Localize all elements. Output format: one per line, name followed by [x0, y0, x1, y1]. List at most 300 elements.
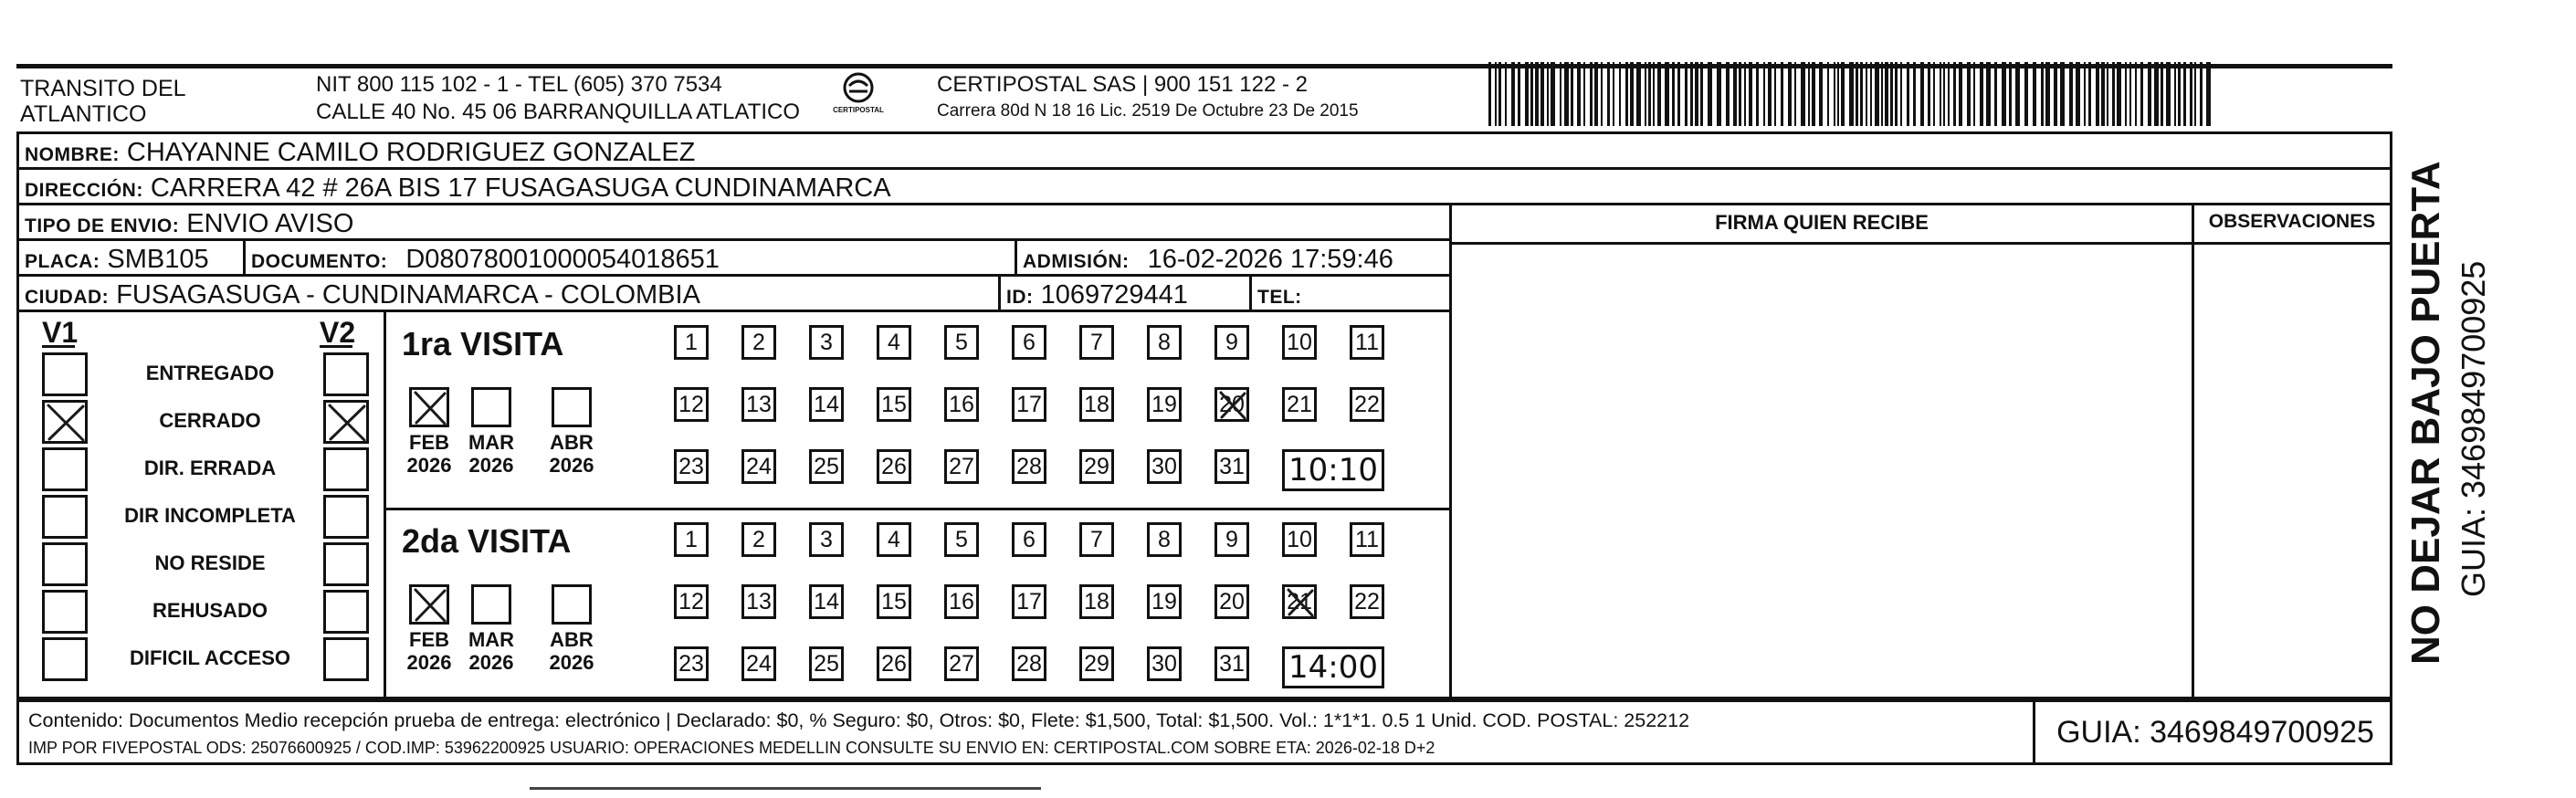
second-visit-day-10[interactable] [1282, 522, 1317, 557]
first-visit-month-checkbox-mar[interactable] [471, 387, 511, 427]
second-visit-day-21[interactable] [1282, 584, 1317, 619]
month-name: FEB [409, 431, 449, 454]
firma-label: FIRMA QUIEN RECIBE [1715, 211, 1929, 234]
day-number: 4 [888, 329, 900, 355]
second-visit-month-checkbox-mar[interactable] [471, 584, 511, 625]
logo-text: CERTIPOSTAL [833, 106, 884, 114]
barcode-bar [2129, 62, 2131, 126]
day-number: 21 [1287, 588, 1312, 614]
barcode-bar [2183, 62, 2186, 126]
admision-value: 16-02-2026 17:59:46 [1147, 245, 1393, 274]
barcode-bar [2041, 62, 2044, 126]
barcode-bar [1739, 62, 1741, 126]
documento-label: DOCUMENTO: [251, 251, 388, 272]
barcode-bar [1933, 62, 1935, 126]
v1-checkbox[interactable] [42, 495, 88, 539]
company-line: CERTIPOSTAL SAS | 900 151 122 - 2 [937, 72, 1308, 97]
first-visit-day-1[interactable] [674, 325, 709, 360]
day-number: 10 [1287, 526, 1312, 552]
barcode-bar [1866, 62, 1867, 126]
day-number: 16 [949, 588, 974, 614]
admision-label: ADMISIÓN: [1023, 251, 1130, 272]
day-number: 5 [955, 329, 968, 355]
day-number: 27 [949, 650, 974, 677]
day-number: 17 [1016, 391, 1042, 417]
day-number: 13 [746, 588, 772, 614]
barcode-bar [1619, 62, 1621, 126]
day-number: 26 [881, 453, 907, 479]
first-visit-day-4[interactable] [877, 325, 911, 360]
barcode-bar [2054, 62, 2057, 126]
day-number: 23 [678, 650, 704, 677]
barcode-bar [2009, 62, 2012, 126]
tel-label: TEL: [1257, 287, 1302, 308]
month-name: ABR [550, 628, 594, 651]
barcode-bar [1980, 62, 1983, 126]
month-year: 2026 [549, 651, 594, 675]
first-visit-day-24[interactable] [741, 449, 776, 484]
barcode-bar [1607, 62, 1610, 126]
second-visit-day-25[interactable] [809, 646, 844, 681]
nit-line: NIT 800 115 102 - 1 - TEL (605) 370 7534 [316, 72, 722, 97]
imp-line: IMP POR FIVEPOSTAL ODS: 25076600925 / COD.IMP: 53962200925 USUARIO: OPERACIONES MEDELLIN CONSULTE SU ENVIO EN: CERTIPOSTAL.COM SOBRE ETA: 2026-02-18 D+2 [28, 739, 1435, 757]
barcode-bar [1834, 62, 1835, 126]
barcode-bar [1601, 62, 1603, 126]
barcode-bar [2024, 62, 2028, 126]
reason-label: NO RESIDE [154, 551, 266, 574]
barcode-bar [1849, 62, 1854, 126]
observaciones-label: OBSERVACIONES [2208, 211, 2376, 232]
day-number: 22 [1354, 391, 1380, 417]
second-visit-day-13[interactable] [741, 584, 776, 619]
second-visit-day-20[interactable] [1214, 584, 1249, 619]
day-number: 29 [1084, 650, 1109, 677]
second-visit-day-22[interactable] [1350, 584, 1384, 619]
first-visit-month-label [464, 431, 519, 478]
month-year: 2026 [406, 651, 452, 675]
barcode-bar [2033, 62, 2036, 126]
placa-row [16, 238, 1452, 277]
barcode-bar [1700, 62, 1703, 126]
first-visit-day-13[interactable] [741, 387, 776, 422]
day-number: 13 [746, 391, 772, 417]
second-visit-day-15[interactable] [877, 584, 911, 619]
second-visit-day-6[interactable] [1012, 522, 1046, 557]
barcode-bar [1744, 62, 1746, 126]
v2-checkbox[interactable] [323, 352, 369, 396]
first-visit-day-2[interactable] [741, 325, 776, 360]
barcode-bar [1959, 62, 1962, 126]
direccion-value: CARRERA 42 # 26A BIS 17 FUSAGASUGA CUNDINAMARCA [150, 173, 891, 203]
second-visit-day-8[interactable] [1147, 522, 1182, 557]
day-number: 23 [678, 453, 704, 479]
second-visit-day-3[interactable] [809, 522, 844, 557]
v1-checkbox[interactable] [42, 447, 88, 491]
observaciones-box [2192, 203, 2392, 699]
barcode-bar [2135, 62, 2137, 126]
day-number: 7 [1090, 526, 1103, 552]
barcode-bar [1495, 62, 1497, 126]
certipostal-logo-icon [822, 69, 895, 122]
barcode-bar [2125, 62, 2127, 126]
day-number: 12 [678, 588, 704, 614]
second-visit-time-value: 14:00 [1288, 649, 1378, 686]
barcode-bar [1808, 62, 1810, 126]
v1-underline [42, 345, 75, 348]
second-visit-month-label [544, 628, 599, 675]
first-visit-month-checkbox-abr[interactable] [552, 387, 592, 427]
day-number: 11 [1355, 329, 1379, 355]
barcode-bar [1907, 62, 1909, 126]
barcode-bar [1648, 62, 1651, 126]
company-info [937, 73, 1359, 121]
month-name: FEB [409, 628, 449, 651]
barcode-bar [1870, 62, 1872, 126]
day-number: 30 [1151, 453, 1177, 479]
first-visit-day-17[interactable] [1012, 387, 1046, 422]
second-visit-day-19[interactable] [1147, 584, 1182, 619]
day-number: 10 [1287, 329, 1312, 355]
barcode-bar [1535, 62, 1539, 126]
id-value: 1069729441 [1040, 280, 1188, 310]
first-visit-day-21[interactable] [1282, 387, 1317, 422]
barcode-bar [1812, 62, 1815, 126]
second-visit-day-1[interactable] [674, 522, 709, 557]
second-visit-day-16[interactable] [944, 584, 979, 619]
barcode-bar [1583, 62, 1585, 126]
first-visit-day-9[interactable] [1214, 325, 1249, 360]
barcode-bar [1913, 62, 1916, 126]
v1-checkbox[interactable] [42, 637, 88, 681]
barcode-bar [2190, 62, 2192, 126]
second-visit-month-checkbox-feb[interactable] [409, 584, 449, 625]
first-visit-day-10[interactable] [1282, 325, 1317, 360]
month-name: MAR [468, 431, 515, 454]
day-number: 24 [746, 650, 772, 677]
barcode-bar [1875, 62, 1879, 126]
month-name: MAR [468, 628, 515, 651]
barcode-bar [1726, 62, 1730, 126]
barcode-bar [1841, 62, 1845, 126]
v2-checkbox[interactable] [323, 590, 369, 634]
barcode-bar [1788, 62, 1792, 126]
barcode-bar [1749, 62, 1752, 126]
first-visit-day-12[interactable] [674, 387, 709, 422]
certipostal-logo [822, 69, 895, 122]
barcode-bar [2101, 62, 2105, 126]
first-visit-day-22[interactable] [1350, 387, 1384, 422]
barcode-bar [2076, 62, 2080, 126]
barcode-bar [2166, 62, 2171, 126]
barcode-bar [1625, 62, 1628, 126]
direccion-row [16, 167, 2392, 205]
v2-checkbox[interactable] [323, 400, 369, 444]
day-number: 25 [814, 650, 839, 677]
day-number: 11 [1355, 526, 1379, 552]
month-year: 2026 [406, 454, 452, 478]
barcode-bar [1900, 62, 1902, 126]
second-visit-day-31[interactable] [1214, 646, 1249, 681]
org-line-2: ATLANTICO [20, 100, 147, 127]
second-visit-day-12[interactable] [674, 584, 709, 619]
day-number: 6 [1023, 329, 1036, 355]
first-visit-day-15[interactable] [877, 387, 911, 422]
check-mark-icon [326, 403, 368, 443]
barcode-bar [1827, 62, 1829, 126]
first-visit-day-26[interactable] [877, 449, 911, 484]
barcode-bar [1733, 62, 1737, 126]
check-mark-icon [1217, 390, 1248, 421]
second-visit-day-18[interactable] [1079, 584, 1114, 619]
second-visit-month-checkbox-abr[interactable] [552, 584, 592, 625]
second-visit-day-29[interactable] [1079, 646, 1114, 681]
second-visit-day-26[interactable] [877, 646, 911, 681]
reason-label: DIR. ERRADA [143, 457, 277, 479]
v1-label: V1 [42, 316, 79, 349]
day-number: 14 [814, 391, 839, 417]
barcode-bar [1613, 62, 1614, 126]
barcode-bar [1530, 62, 1533, 126]
second-visit-day-30[interactable] [1147, 646, 1182, 681]
first-visit-day-18[interactable] [1079, 387, 1114, 422]
reason-label: DIR INCOMPLETA [124, 504, 296, 527]
day-number: 19 [1151, 391, 1177, 417]
day-number: 8 [1158, 526, 1171, 552]
check-mark-icon [1285, 587, 1316, 618]
second-visit-time-box[interactable] [1282, 646, 1384, 688]
visit-divider-left [384, 312, 386, 699]
first-visit-day-25[interactable] [809, 449, 844, 484]
day-number: 6 [1023, 526, 1036, 552]
day-number: 3 [820, 329, 833, 355]
org-contact [316, 73, 800, 125]
guia-box [2033, 699, 2395, 765]
barcode-bar [1819, 62, 1823, 126]
ciudad-label: CIUDAD: [25, 287, 110, 308]
second-visit-day-27[interactable] [944, 646, 979, 681]
barcode-bar [1940, 62, 1941, 126]
placa-label: PLACA: [25, 251, 100, 272]
tipo-value: ENVIO AVISO [186, 209, 354, 238]
day-number: 28 [1016, 650, 1042, 677]
barcode-bar [1986, 62, 1991, 126]
barcode-bar [1690, 62, 1693, 126]
barcode-bar [1860, 62, 1863, 126]
first-visit-day-3[interactable] [809, 325, 844, 360]
side-guia-text: GUIA: 3469849700925 [2455, 260, 2492, 597]
direccion-label: DIRECCIÓN: [25, 180, 143, 201]
license-line: Carrera 80d N 18 16 Lic. 2519 De Octubre 23 De 2015 [937, 101, 1359, 121]
first-visit-day-27[interactable] [944, 449, 979, 484]
first-visit-month-label [402, 431, 457, 478]
first-visit-time-value: 10:10 [1288, 452, 1378, 488]
barcode-bar [1498, 62, 1501, 126]
day-number: 19 [1151, 588, 1177, 614]
barcode-bar [1645, 62, 1646, 126]
day-number: 9 [1225, 329, 1238, 355]
barcode-bar [2161, 62, 2163, 126]
day-number: 26 [881, 650, 907, 677]
first-visit-day-19[interactable] [1147, 387, 1182, 422]
barcode-bar [1948, 62, 1950, 126]
id-label: ID: [1006, 287, 1034, 308]
day-number: 17 [1016, 588, 1042, 614]
guia-box-value: GUIA: 3469849700925 [2056, 714, 2374, 750]
second-visit-day-5[interactable] [944, 522, 979, 557]
reason-label: CERRADO [159, 409, 261, 432]
second-visit-day-9[interactable] [1214, 522, 1249, 557]
v2-checkbox[interactable] [323, 637, 369, 681]
day-number: 3 [820, 526, 833, 552]
barcode-bar [1685, 62, 1688, 126]
second-visit-day-17[interactable] [1012, 584, 1046, 619]
first-visit-day-5[interactable] [944, 325, 979, 360]
second-visit-day-2[interactable] [741, 522, 776, 557]
first-visit-day-14[interactable] [809, 387, 844, 422]
org-line-1: TRANSITO DEL [20, 76, 186, 101]
v2-checkbox[interactable] [323, 495, 369, 539]
day-number: 15 [881, 588, 907, 614]
v2-label: V2 [320, 316, 356, 349]
day-number: 4 [888, 526, 900, 552]
barcode-bar [2148, 62, 2151, 126]
nombre-label: NOMBRE: [25, 144, 120, 165]
ciudad-value: FUSAGASUGA - CUNDINAMARCA - COLOMBIA [116, 280, 700, 310]
reason-label: ENTREGADO [145, 362, 275, 384]
second-visit-day-4[interactable] [877, 522, 911, 557]
placa-value: SMB105 [107, 245, 209, 274]
day-number: 22 [1354, 588, 1380, 614]
barcode-bar [2060, 62, 2065, 126]
barcode-bar [2069, 62, 2073, 126]
day-number: 31 [1219, 650, 1245, 677]
second-visit-label: 2da VISITA [402, 522, 572, 560]
first-visit-day-31[interactable] [1214, 449, 1249, 484]
barcode-bar [1920, 62, 1924, 126]
v1-checkbox[interactable] [42, 542, 88, 586]
day-number: 2 [752, 526, 765, 552]
reason-label: DIFICIL ACCESO [129, 646, 290, 669]
second-visit-month-label [464, 628, 519, 675]
barcode-bar [2015, 62, 2020, 126]
day-number: 1 [685, 329, 698, 355]
first-visit-month-checkbox-feb[interactable] [409, 387, 449, 427]
day-number: 25 [814, 453, 839, 479]
month-year: 2026 [468, 651, 514, 675]
barcode-bar [1551, 62, 1555, 126]
first-visit-label: 1ra VISITA [402, 325, 564, 362]
second-visit-day-7[interactable] [1079, 522, 1114, 557]
barcode-bar [1928, 62, 1930, 126]
barcode-bar [1672, 62, 1675, 126]
no-dejar-text: NO DEJAR BAJO PUERTA [2403, 161, 2448, 665]
barcode-bar [1885, 62, 1888, 126]
barcode-bar [2084, 62, 2086, 126]
barcode-bar [1994, 62, 1997, 126]
second-visit-day-23[interactable] [674, 646, 709, 681]
v1-checkbox[interactable] [42, 400, 88, 444]
tipo-label: TIPO DE ENVIO: [25, 215, 180, 236]
day-number: 30 [1151, 650, 1177, 677]
barcode-bar [2088, 62, 2091, 126]
first-visit-day-11[interactable] [1350, 325, 1384, 360]
barcode-bar [1488, 62, 1491, 126]
first-visit-day-8[interactable] [1147, 325, 1182, 360]
second-visit-month-label [402, 628, 457, 675]
bottom-edge [530, 787, 1041, 790]
barcode-bar [1560, 62, 1561, 126]
barcode-bar [1890, 62, 1893, 126]
ciudad-row [16, 274, 1452, 312]
side-text [2400, 153, 2509, 665]
barcode-bar [1756, 62, 1759, 126]
barcode-bar [2194, 62, 2196, 126]
barcode-bar [2206, 62, 2211, 126]
first-visit-day-29[interactable] [1079, 449, 1114, 484]
barcode-bar [1505, 62, 1507, 126]
day-number: 31 [1219, 453, 1245, 479]
v2-checkbox[interactable] [323, 542, 369, 586]
barcode-bar [1768, 62, 1772, 126]
barcode-bar [1967, 62, 1971, 126]
first-visit-day-16[interactable] [944, 387, 979, 422]
barcode-bar [1525, 62, 1529, 126]
month-year: 2026 [468, 454, 514, 478]
first-visit-day-7[interactable] [1079, 325, 1114, 360]
second-visit-day-11[interactable] [1350, 522, 1384, 557]
barcode-bar [1774, 62, 1776, 126]
second-visit-day-14[interactable] [809, 584, 844, 619]
firma-box [1449, 203, 2194, 699]
second-visit-day-28[interactable] [1012, 646, 1046, 681]
barcode-bar [1657, 62, 1661, 126]
footer-box [16, 699, 2392, 765]
barcode-bar [2174, 62, 2176, 126]
barcode-bar [2200, 62, 2203, 126]
barcode-bar [1695, 62, 1698, 126]
first-visit-day-23[interactable] [674, 449, 709, 484]
barcode-bar [1547, 62, 1549, 126]
barcode-bar [1708, 62, 1712, 126]
v2-underline [320, 345, 352, 348]
first-visit-time-box[interactable] [1282, 449, 1384, 491]
day-number: 14 [814, 588, 839, 614]
first-visit-day-20[interactable] [1214, 387, 1249, 422]
barcode-bar [2140, 62, 2143, 126]
first-visit-day-6[interactable] [1012, 325, 1046, 360]
documento-value: D08078001000054018651 [405, 245, 720, 274]
first-visit-day-30[interactable] [1147, 449, 1182, 484]
v2-checkbox[interactable] [323, 447, 369, 491]
barcode-bar [1636, 62, 1641, 126]
barcode-bar [1895, 62, 1898, 126]
barcode-bar [1540, 62, 1544, 126]
v1-checkbox[interactable] [42, 352, 88, 396]
day-number: 9 [1225, 526, 1238, 552]
barcode-bar [1794, 62, 1796, 126]
second-visit-day-24[interactable] [741, 646, 776, 681]
barcode-bar [2154, 62, 2159, 126]
barcode-bar [1511, 62, 1515, 126]
day-number: 12 [678, 391, 704, 417]
v1-checkbox[interactable] [42, 590, 88, 634]
barcode-bar [1953, 62, 1956, 126]
barcode-bar [1653, 62, 1655, 126]
first-visit-day-28[interactable] [1012, 449, 1046, 484]
day-number: 15 [881, 391, 907, 417]
barcode-bar [1677, 62, 1680, 126]
barcode-bar [1856, 62, 1858, 126]
